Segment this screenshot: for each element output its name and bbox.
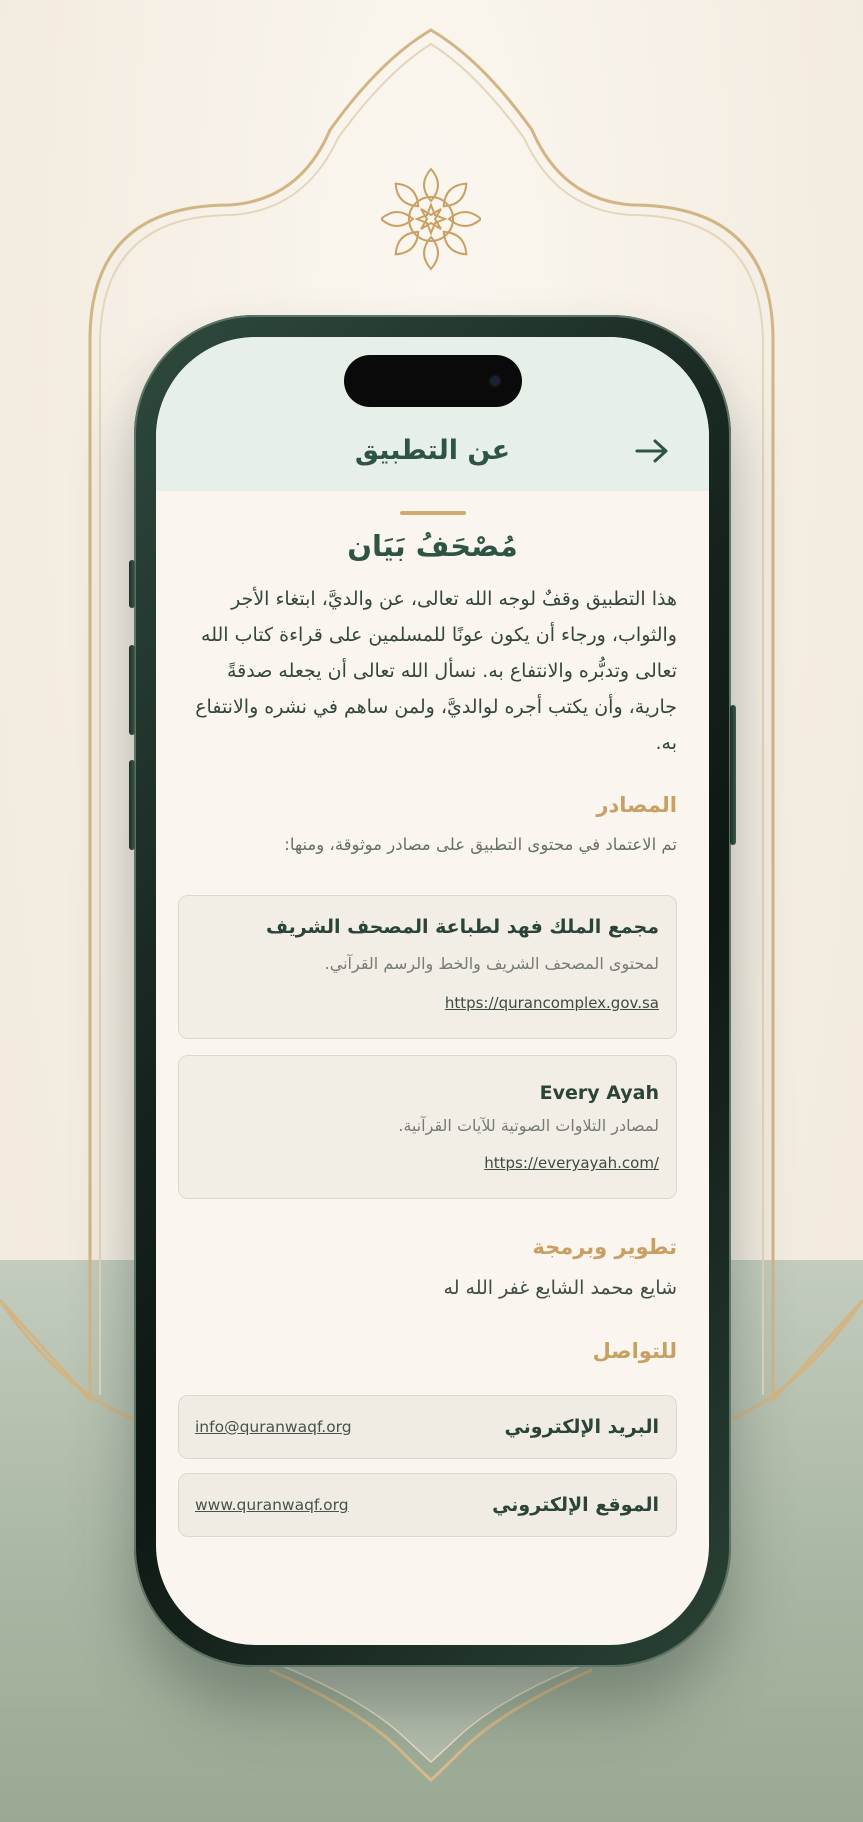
power-button — [730, 705, 736, 845]
intro-text: هذا التطبيق وقفٌ لوجه الله تعالى، عن والديَّ، ابتغاء الأجر والثواب، ورجاء أن يكون عونًا للمسلمين على قراءة كتاب الله تعالى وتدبُّره والانتفاع به. نسأل الله تعالى أن يجعله صدقةً جارية، وأن يكتب أجره لوالديَّ، ولمن ساهم في نشره والانتفاع به. — [195, 588, 677, 754]
source-link[interactable]: https://qurancomplex.gov.sa — [444, 994, 659, 1012]
contact-email-row[interactable] — [178, 1395, 677, 1459]
contact-email-label: البريد الإلكتروني — [504, 1416, 659, 1438]
dynamic-island — [344, 355, 522, 407]
sources-subtitle: تم الاعتماد في محتوى التطبيق على مصادر موثوقة، ومنها: — [284, 835, 677, 854]
source-description: لمحتوى المصحف الشريف والخط والرسم القرآني. — [324, 954, 659, 973]
contact-title: للتواصل — [592, 1339, 677, 1363]
contact-website-label: الموقع الإلكتروني — [492, 1494, 659, 1516]
phone-frame — [134, 315, 731, 1667]
developer-name: شايع محمد الشايع غفر الله له — [443, 1277, 677, 1299]
source-name: Every Ayah — [539, 1082, 659, 1104]
app-screen — [156, 337, 709, 1645]
source-link[interactable]: https://everyayah.com/ — [484, 1154, 659, 1172]
development-title: تطوير وبرمجة — [532, 1235, 677, 1259]
source-card — [178, 1055, 677, 1199]
contact-website-link[interactable]: www.quranwaqf.org — [195, 1496, 349, 1514]
arrow-right-icon[interactable] — [633, 437, 671, 465]
islamic-rosette-icon — [381, 166, 481, 272]
contact-email-link[interactable]: info@quranwaqf.org — [195, 1418, 352, 1436]
about-content — [156, 491, 709, 1645]
source-description: لمصادر التلاوات الصوتية للآيات القرآنية. — [398, 1116, 659, 1135]
page-title: عن التطبيق — [354, 435, 511, 466]
sources-title: المصادر — [596, 793, 677, 817]
camera-icon — [490, 376, 500, 386]
source-name: مجمع الملك فهد لطباعة المصحف الشريف — [265, 916, 659, 938]
contact-website-row[interactable] — [178, 1473, 677, 1537]
volume-up-button — [129, 645, 135, 735]
volume-down-button — [129, 760, 135, 850]
source-card — [178, 895, 677, 1039]
action-button — [129, 560, 135, 608]
app-name: مُصْحَفُ بَيَان — [347, 529, 518, 563]
title-divider — [400, 511, 466, 515]
